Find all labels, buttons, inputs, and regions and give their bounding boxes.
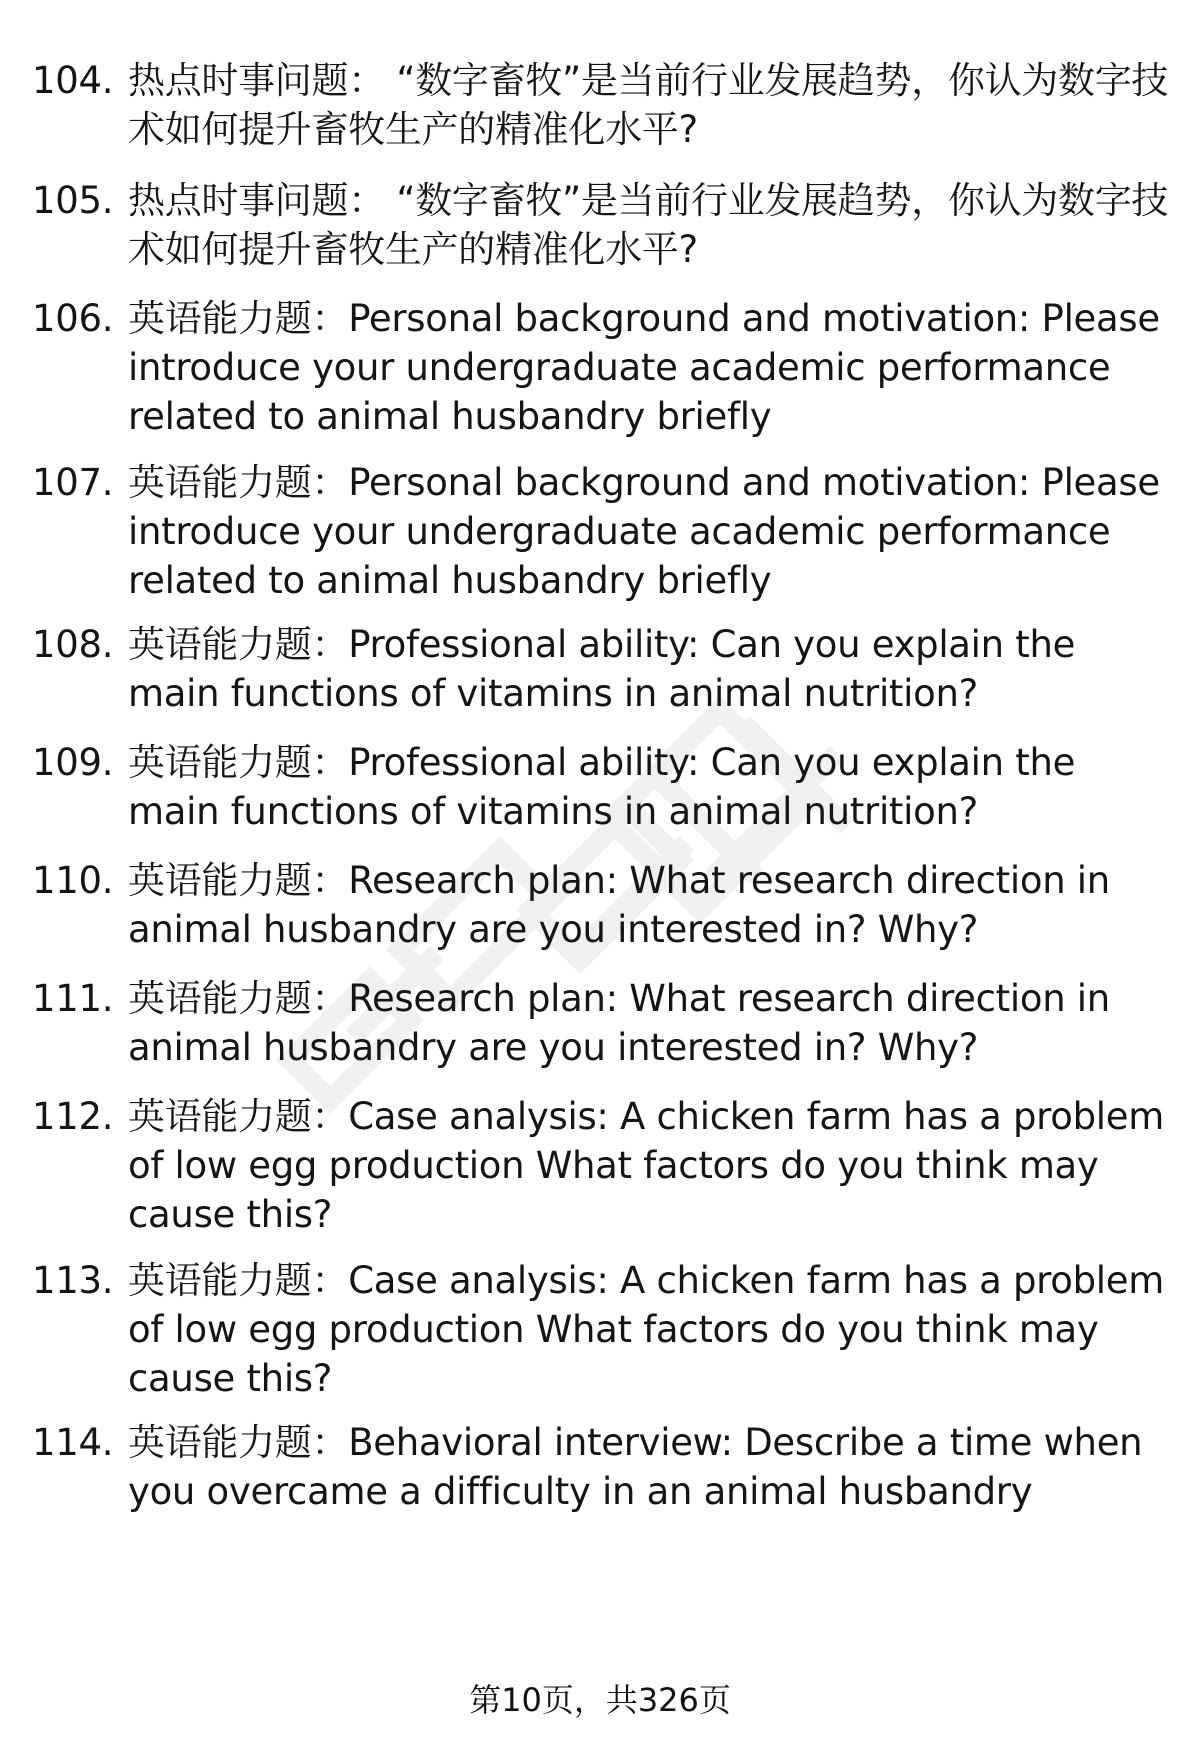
question-text: 英语能力题：Personal background and motivation: Please introduce your undergraduate academic performance related to animal husbandry briefly — [128, 297, 1160, 438]
question-item — [32, 1092, 1172, 1239]
question-number: 111. — [32, 977, 114, 1020]
question-text: 热点时事问题： “数字畜牧”是当前行业发展趋势，你认为数字技术如何提升畜牧生产的精准化水平? — [128, 59, 1169, 151]
question-item — [32, 176, 1172, 274]
question-number: 113. — [32, 1259, 114, 1302]
question-number: 104. — [32, 59, 114, 102]
question-item — [32, 738, 1172, 836]
question-item — [32, 458, 1172, 605]
question-item — [32, 974, 1172, 1072]
question-text: 热点时事问题： “数字畜牧”是当前行业发展趋势，你认为数字技术如何提升畜牧生产的精准化水平? — [128, 179, 1169, 271]
question-number: 109. — [32, 741, 114, 784]
question-text: 英语能力题：Professional ability: Can you explain the main functions of vitamins in animal nutrition? — [128, 741, 1076, 833]
question-text: 英语能力题：Case analysis: A chicken farm has a problem of low egg production What factors do you think may cause this? — [128, 1259, 1164, 1400]
question-item — [32, 856, 1172, 954]
question-item — [32, 1256, 1172, 1403]
question-text: 英语能力题：Professional ability: Can you explain the main functions of vitamins in animal nutrition? — [128, 623, 1076, 715]
question-number: 110. — [32, 859, 114, 902]
page-number-footer: 第10页，共326页 — [469, 1681, 731, 1719]
question-item — [32, 1418, 1172, 1516]
question-item — [32, 620, 1172, 718]
question-text: 英语能力题：Research plan: What research direction in animal husbandry are you interested in? Why? — [128, 977, 1110, 1069]
question-text: 英语能力题：Personal background and motivation: Please introduce your undergraduate academic performance related to animal husbandry briefly — [128, 461, 1160, 602]
question-number: 114. — [32, 1421, 114, 1464]
question-item — [32, 56, 1172, 154]
question-text: 英语能力题：Research plan: What research direction in animal husbandry are you interested in? Why? — [128, 859, 1110, 951]
question-number: 106. — [32, 297, 114, 340]
question-number: 107. — [32, 461, 114, 504]
question-text: 英语能力题：Behavioral interview: Describe a time when you overcame a difficulty in an animal husbandry — [128, 1421, 1143, 1513]
question-item — [32, 294, 1172, 441]
question-number: 108. — [32, 623, 114, 666]
question-text: 英语能力题：Case analysis: A chicken farm has a problem of low egg production What factors do you think may cause this? — [128, 1095, 1164, 1236]
question-number: 112. — [32, 1095, 114, 1138]
question-number: 105. — [32, 179, 114, 222]
